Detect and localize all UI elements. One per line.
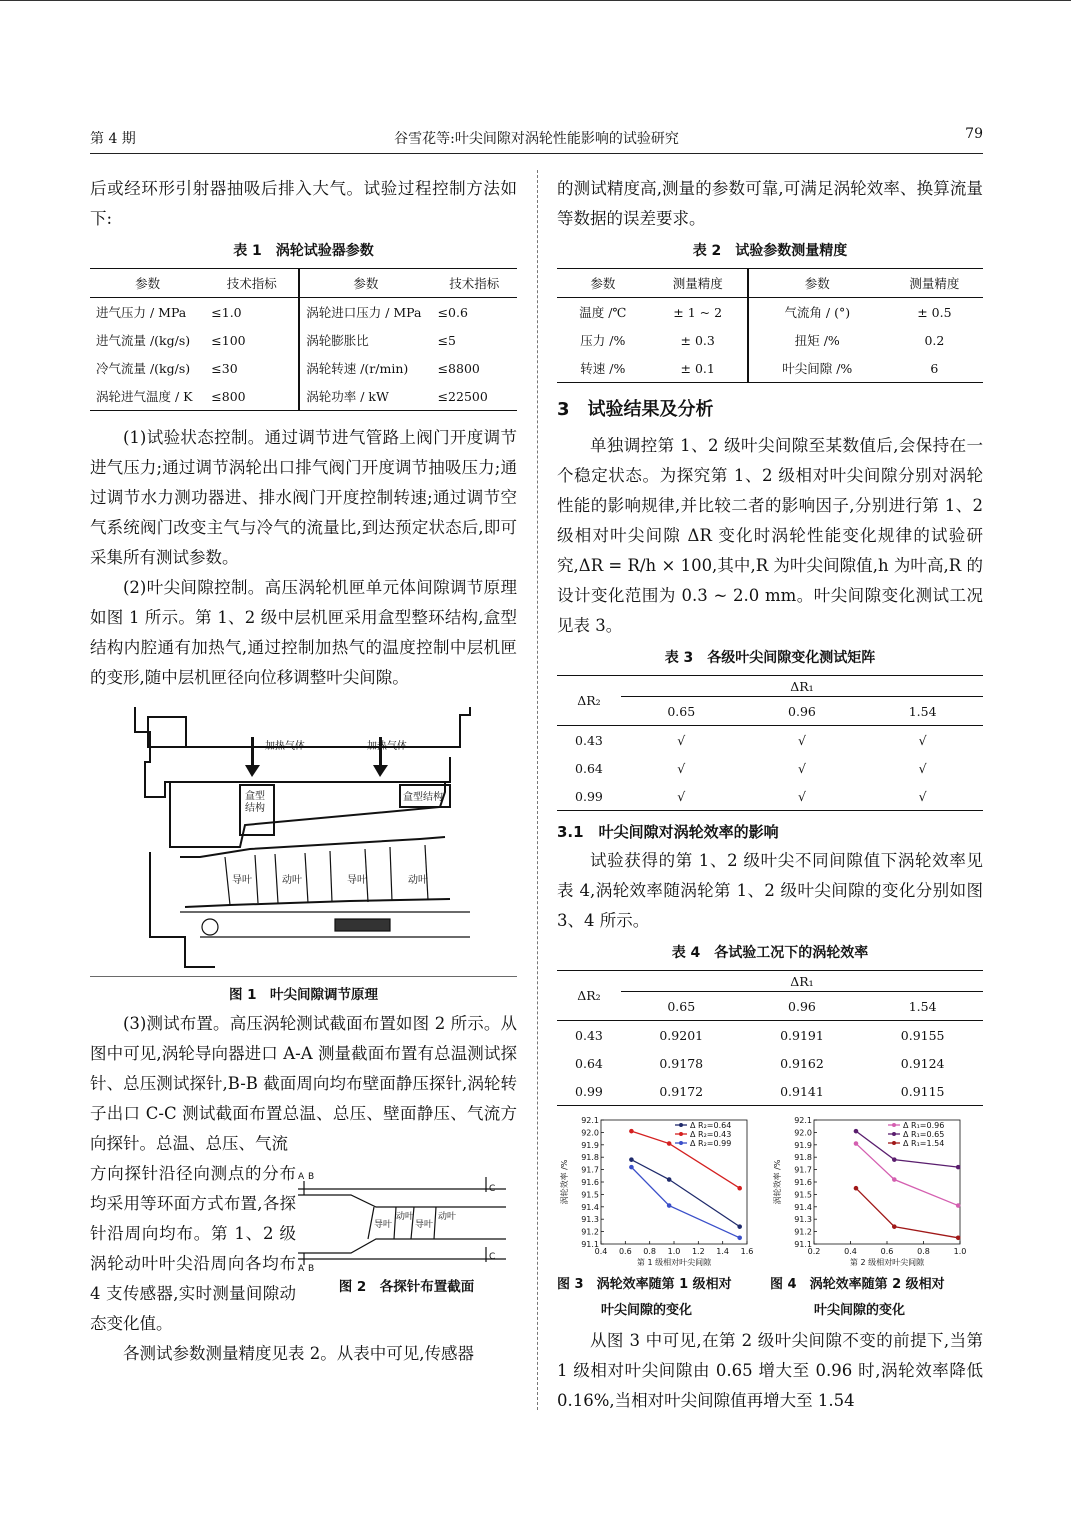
table-row [90, 382, 517, 411]
fig1-label-box: 结构 [245, 803, 265, 814]
fig2-label-c: C [489, 1184, 496, 1194]
table2-header: 参数 [748, 269, 886, 298]
data-point [956, 1203, 961, 1208]
table-row [557, 354, 983, 383]
legend-label: Δ R₂=0.99 [690, 1139, 732, 1148]
y-tick-label: 91.1 [794, 1240, 812, 1249]
figure4-caption: 叶尖间隙的变化 [814, 1303, 906, 1318]
data-point [956, 1236, 961, 1241]
figure2-caption: 图 2 各探针布置截面 [338, 1279, 475, 1295]
paragraph: 的测试精度高,测量的参数可靠,可满足涡轮效率、换算流量等数据的误差要求。 [557, 179, 983, 228]
table-cell: 涡轮进气温度 / K [90, 382, 205, 411]
x-tick-label: 0.4 [844, 1247, 857, 1256]
paragraph: 单独调控第 1、2 级叶尖间隙至某数值后,会保持在一个稳定状态。为探究第 1、2 级相对叶尖间隙分别对涡轮性能的影响规律,并比较二者的影响因子,分别进行第 1、2 级相对叶尖间隙 ΔR 变化时涡轮性能变化规律的试验研究,ΔR = R/h × 100,其中,R 为叶尖间隙值,h 为叶高,R 的设计变化范围为 0.3 ~ 2.0 mm。叶尖间隙变化测试工况见表 3。 [557, 436, 983, 635]
y-tick-label: 92.0 [794, 1128, 812, 1138]
table4-row-header: ΔR₂ [557, 971, 621, 1021]
table-cell: ≤30 [211, 360, 238, 376]
x-axis-label: 第 1 级相对叶尖间隙 [636, 1258, 712, 1267]
table-cell: 涡轮膨胀比 [299, 326, 431, 354]
table-row [90, 326, 517, 354]
data-point [854, 1141, 859, 1146]
legend-marker [679, 1141, 683, 1145]
table1-header: 技术指标 [205, 269, 299, 298]
table-cell: 气流角 / (°) [748, 298, 886, 327]
data-point [629, 1129, 634, 1134]
figure3-caption: 图 3 涡轮效率随第 1 级相对 [557, 1277, 732, 1292]
fig1-label-hot-gas: 加热气体 [265, 741, 305, 752]
table2-caption: 表 2 试验参数测量精度 [692, 243, 848, 259]
flowpath-inner [185, 899, 450, 907]
table-row [557, 782, 983, 811]
table-row [557, 754, 983, 782]
table-cell: 扭矩 /% [748, 326, 886, 354]
top-border [0, 0, 1071, 1]
x-tick-label: 1.2 [691, 1247, 705, 1256]
paragraph: (3)测试布置。高压涡轮测试截面布置如图 2 所示。从图中可见,涡轮导向器进口 A-A 测量截面布置有总温测试探针、总压测试探针,B-B 截面周向均布壁面静压探针,涡轮转子出口 C-C 测试截面布置总温、总压、壁面静压、气流方向探针。总温、总压、气流 [90, 1014, 517, 1153]
y-tick-label: 92.1 [581, 1116, 599, 1125]
table3-col-header: ΔR₁ [621, 676, 983, 697]
table-cell: 0.99 [557, 782, 621, 811]
table-cell: ± 1 ~ 2 [673, 304, 723, 320]
legend-marker [892, 1141, 896, 1145]
data-point [737, 1186, 742, 1191]
table4 [557, 970, 983, 1106]
table-cell: 涡轮进口压力 / MPa [299, 298, 431, 327]
fig2-label-a: A [298, 1264, 305, 1271]
x-tick-label: 1.0 [667, 1247, 681, 1256]
table4-col-header: ΔR₁ [621, 971, 983, 992]
figure2-diagram [296, 1167, 517, 1271]
fig1-label-blade: 动叶 [408, 875, 428, 886]
table3-col: 0.65 [621, 697, 742, 726]
x-tick-label: 0.8 [917, 1247, 930, 1256]
table2 [557, 268, 983, 383]
paragraph: 各测试参数测量精度见表 2。从表中可见,传感器 [123, 1344, 474, 1363]
table-cell: 0.64 [575, 1055, 603, 1071]
y-tick-label: 91.5 [794, 1190, 812, 1200]
table-cell: 0.43 [575, 732, 603, 748]
left-column [90, 174, 517, 1369]
y-tick-label: 91.1 [581, 1240, 599, 1249]
legend-label: Δ R₁=1.54 [903, 1139, 945, 1148]
fig2-label-vane: 导叶 [415, 1220, 434, 1230]
y-tick-label: 91.9 [794, 1140, 812, 1150]
table-cell: ≤22500 [432, 382, 517, 411]
x-tick-label: 1.4 [716, 1247, 730, 1256]
legend-marker [892, 1123, 896, 1127]
data-point [667, 1177, 672, 1182]
table-cell: 涡轮转速 /(r/min) [299, 354, 431, 382]
table1-header: 参数 [90, 269, 205, 298]
paragraph: (1)试验状态控制。通过调节进气管路上阀门开度调节进气压力;通过调节涡轮出口排气阀门开度调节抽吸压力;通过调节水力测功器进、排水阀门开度控制转速;通过调节空气系统阀门改变主气与冷气的流量比,到达预定状态后,即可采集所有测试参数。 [90, 428, 517, 567]
table-cell: 0.9191 [780, 1027, 824, 1043]
fig2-label-blade: 动叶 [396, 1212, 415, 1222]
y-tick-label: 91.5 [581, 1190, 599, 1200]
table-cell: 叶尖间隙 /% [748, 354, 886, 383]
data-point [667, 1203, 672, 1208]
x-axis-label: 第 2 级相对叶尖间隙 [849, 1258, 925, 1267]
table-cell: ± 0.3 [680, 332, 715, 348]
table-cell: 0.9162 [780, 1055, 824, 1071]
table4-caption: 表 4 各试验工况下的涡轮效率 [671, 945, 869, 961]
table-cell: √ [862, 782, 983, 811]
table-cell: √ [797, 732, 806, 748]
charts-row [557, 1112, 983, 1272]
x-tick-label: 1.6 [740, 1247, 754, 1256]
y-tick-label: 91.8 [581, 1153, 599, 1163]
table-row [557, 1077, 983, 1106]
running-title: 谷雪花等:叶尖间隙对涡轮性能影响的试验研究 [394, 131, 679, 147]
table-cell: ± 0.5 [917, 304, 952, 320]
table-row [557, 1021, 983, 1050]
fig2-label-b: B [308, 1264, 315, 1271]
table-cell: 0.9115 [862, 1077, 983, 1106]
series-line [856, 1144, 958, 1206]
y-tick-label: 92.1 [794, 1116, 812, 1125]
table1-caption: 表 1 涡轮试验器参数 [233, 243, 374, 259]
table1-header: 参数 [299, 269, 431, 298]
table1-header: 技术指标 [432, 269, 517, 298]
fig2-label-vane: 导叶 [374, 1220, 393, 1230]
table2-header: 参数 [557, 269, 649, 298]
fig1-label-blade: 动叶 [282, 875, 302, 886]
table4-col: 1.54 [862, 992, 983, 1021]
data-point [737, 1224, 742, 1229]
figure4-chart [770, 1112, 983, 1272]
y-tick-label: 91.4 [581, 1202, 599, 1212]
table-cell: 0.9124 [900, 1055, 945, 1071]
data-point [956, 1165, 961, 1170]
y-axis-label: 涡轮效率 /% [560, 1159, 569, 1205]
table-row [557, 1049, 983, 1077]
fig1-label-vane: 导叶 [232, 875, 252, 886]
table-cell: √ [918, 732, 927, 748]
subsection-heading: 3.1 叶尖间隙对涡轮效率的影响 [557, 823, 779, 841]
y-tick-label: 91.6 [581, 1178, 599, 1187]
table-cell: ≤100 [211, 332, 246, 348]
table-row [90, 354, 517, 382]
table-cell: 0.9201 [659, 1027, 704, 1043]
issue-number: 第 4 期 [90, 131, 136, 147]
y-tick-label: 92.0 [581, 1128, 599, 1138]
chart-captions [557, 1272, 983, 1324]
y-tick-label: 91.6 [794, 1178, 812, 1187]
table-cell: 转速 /% [557, 354, 649, 383]
legend-label: Δ R₁=0.65 [903, 1130, 945, 1139]
paragraph: (2)叶尖间隙控制。高压涡轮机匣单元体间隙调节原理如图 1 所示。第 1、2 级中层机匣采用盒型整环结构,盒型结构内腔通有加热气,通过控制加热气的温度控制中层机匣的变形,随中层机匣径向位移调整叶尖间隙。 [90, 578, 517, 687]
table3-col: 0.96 [742, 697, 863, 726]
table-cell: 冷气流量 /(kg/s) [96, 361, 191, 376]
table-cell: 涡轮功率 / kW [299, 382, 431, 411]
page-header [90, 126, 983, 150]
inner-wall [150, 852, 215, 967]
fig1-label-hot-gas: 加热气体 [367, 741, 407, 752]
fig1-label-box: 盒型 [245, 791, 265, 802]
table-row [557, 298, 983, 327]
legend-label: Δ R₂=0.64 [690, 1121, 732, 1130]
table-row [90, 298, 517, 327]
header-rule [90, 153, 983, 154]
table-cell: 0.43 [575, 1027, 603, 1043]
casing-flange [145, 747, 450, 797]
bolt-head [148, 717, 186, 747]
table-cell: √ [621, 782, 742, 811]
table-cell: ≤5 [437, 332, 457, 348]
page-number: 79 [965, 126, 983, 142]
y-tick-label: 91.7 [581, 1165, 599, 1175]
table3-caption: 表 3 各级叶尖间隙变化测试矩阵 [664, 650, 876, 666]
data-point [892, 1177, 897, 1182]
series-line [856, 1188, 958, 1238]
table2-header: 测量精度 [886, 269, 983, 298]
table-cell: 温度 /℃ [579, 305, 627, 320]
data-point [892, 1224, 897, 1229]
table1 [90, 268, 517, 411]
fig2-label-c: C [489, 1252, 496, 1262]
table-cell: 0.9178 [659, 1055, 704, 1071]
data-point [892, 1157, 897, 1162]
legend-label: Δ R₂=0.43 [690, 1130, 732, 1139]
table-cell: ≤0.6 [437, 304, 468, 320]
data-point [854, 1186, 859, 1191]
table-cell: 0.64 [575, 760, 603, 776]
table-row [557, 326, 983, 354]
y-tick-label: 91.8 [794, 1153, 812, 1163]
table3 [557, 675, 983, 811]
table-cell: ≤800 [205, 382, 299, 411]
figure1-diagram [90, 707, 517, 977]
x-tick-label: 0.6 [880, 1247, 894, 1256]
legend-marker [679, 1132, 683, 1136]
data-point [737, 1236, 742, 1241]
table-cell: ≤8800 [437, 360, 480, 376]
table-cell: √ [742, 782, 863, 811]
table3-col: 1.54 [862, 697, 983, 726]
paragraph: 方向探针沿径向测点的分布均采用等环面方式布置,各探针沿周向均布。第 1、2 级涡轮动叶叶尖沿周向各均布 4 支传感器,实时测量间隙动态变化值。 [90, 1164, 296, 1333]
figure3-chart [557, 1112, 770, 1272]
table-cell: 0.9141 [742, 1077, 863, 1106]
table-cell: 0.9172 [621, 1077, 742, 1106]
legend-label: Δ R₁=0.96 [903, 1121, 945, 1130]
y-tick-label: 91.3 [794, 1215, 812, 1225]
table-cell: √ [677, 732, 686, 748]
duct-upper [298, 1195, 506, 1207]
section-heading: 3 试验结果及分析 [557, 399, 714, 420]
figure3-caption: 叶尖间隙的变化 [601, 1303, 693, 1318]
paragraph: 试验获得的第 1、2 级叶尖不同间隙值下涡轮效率见表 4,涡轮效率随涡轮第 1、2 级叶尖间隙的变化分别如图 3、4 所示。 [557, 851, 983, 930]
table-cell: √ [797, 760, 806, 776]
paragraph: 从图 3 中可见,在第 2 级叶尖间隙不变的前提下,当第 1 级相对叶尖间隙由 0.65 增大至 0.96 时,涡轮效率降低 0.16%,当相对叶尖间隙值再增大至 1.54 [557, 1331, 983, 1410]
table-cell: 0.9155 [900, 1027, 945, 1043]
right-column [557, 174, 983, 1416]
table-cell: 0.2 [924, 332, 945, 348]
table-cell: 6 [886, 354, 983, 383]
table-cell: ± 0.1 [649, 354, 748, 383]
x-tick-label: 0.4 [594, 1247, 608, 1256]
table-cell: 0.99 [557, 1077, 621, 1106]
data-point [667, 1141, 672, 1146]
figure4-caption: 图 4 涡轮效率随第 2 级相对 [770, 1277, 945, 1292]
series-line [631, 1160, 739, 1227]
table-cell: √ [918, 760, 927, 776]
data-point [629, 1157, 634, 1162]
x-tick-label: 1.0 [953, 1247, 967, 1256]
fig2-label-b: B [308, 1172, 315, 1182]
x-tick-label: 0.2 [807, 1247, 821, 1256]
fig1-label-box: 盒型结构 [403, 792, 443, 803]
table3-row-header: ΔR₂ [557, 676, 621, 726]
paragraph: 后或经环形引射器抽吸后排入大气。试验过程控制方法如下: [90, 179, 517, 228]
table-cell: ≤1.0 [211, 304, 242, 320]
data-point [854, 1129, 859, 1134]
table-cell: 压力 /% [580, 333, 626, 348]
y-tick-label: 91.3 [581, 1215, 599, 1225]
table-cell: 进气压力 / MPa [96, 305, 187, 320]
x-tick-label: 0.6 [618, 1247, 632, 1256]
y-tick-label: 91.2 [581, 1227, 599, 1237]
duct-lower [298, 1239, 506, 1253]
figure1-caption: 图 1 叶尖间隙调节原理 [228, 987, 379, 1003]
data-point [629, 1165, 634, 1170]
table2-header: 测量精度 [649, 269, 748, 298]
table-cell: 进气流量 /(kg/s) [96, 333, 191, 348]
legend-marker [892, 1132, 896, 1136]
column-divider [537, 170, 538, 1410]
fig2-label-blade: 动叶 [438, 1212, 457, 1222]
y-axis-label: 涡轮效率 /% [773, 1159, 782, 1205]
y-tick-label: 91.4 [794, 1202, 812, 1212]
y-tick-label: 91.2 [794, 1227, 812, 1237]
x-tick-label: 0.8 [643, 1247, 657, 1256]
fig1-label-vane: 导叶 [347, 875, 367, 886]
y-tick-label: 91.7 [794, 1165, 812, 1175]
y-tick-label: 91.9 [581, 1140, 599, 1150]
legend-marker [679, 1123, 683, 1127]
table-row [557, 726, 983, 755]
fig2-label-a: A [298, 1172, 305, 1182]
table4-col: 0.96 [742, 992, 863, 1021]
table-cell: √ [677, 760, 686, 776]
table4-col: 0.65 [621, 992, 742, 1021]
